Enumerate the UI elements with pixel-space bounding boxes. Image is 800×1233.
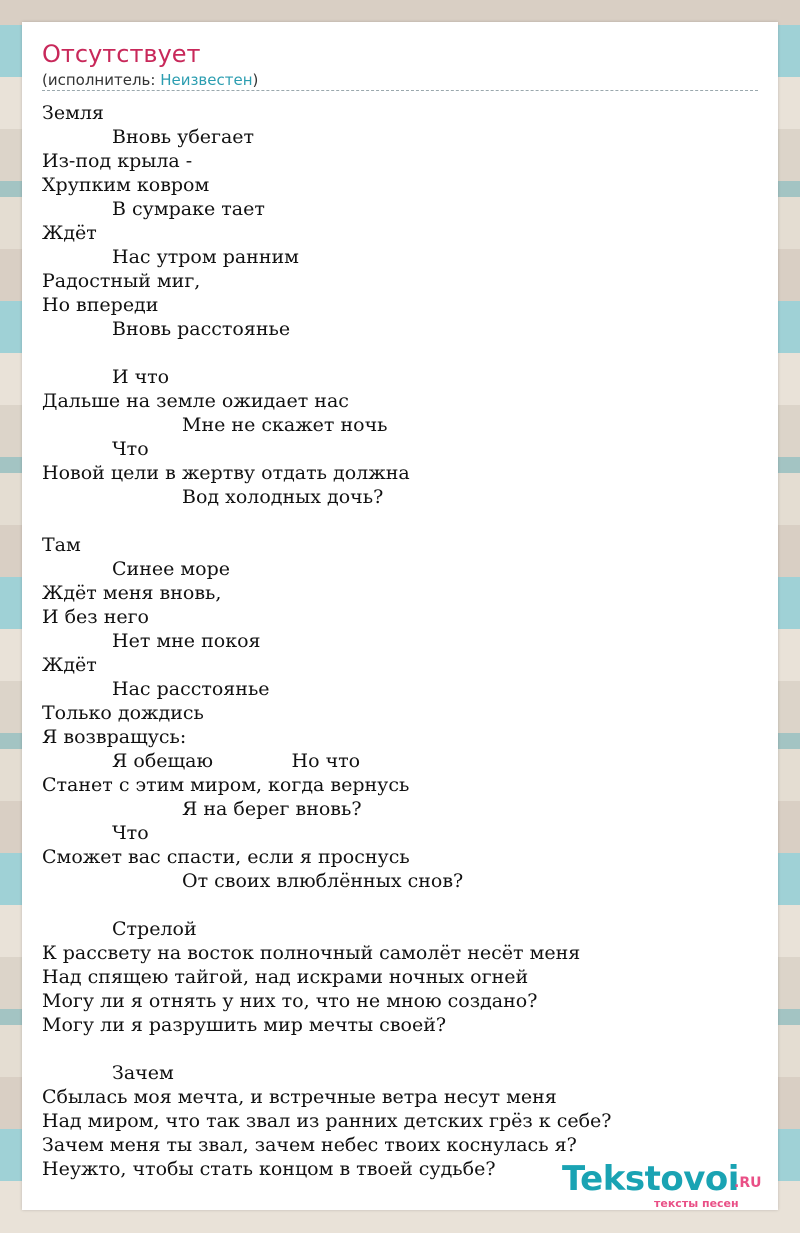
lyric-line: Я на берег вновь? bbox=[182, 798, 362, 820]
song-title: Отсутствует bbox=[42, 40, 201, 68]
lyric-line: Над спящею тайгой, над искрами ночных огней bbox=[42, 966, 529, 988]
lyric-line: Радостный миг, bbox=[42, 270, 201, 292]
lyric-line: И что bbox=[112, 366, 170, 388]
lyric-line: Там bbox=[42, 534, 81, 556]
lyric-line: Неужто, чтобы стать концом в твоей судьбе? bbox=[42, 1158, 496, 1180]
lyric-blank-line bbox=[42, 509, 611, 533]
lyric-line: Земля bbox=[42, 102, 104, 124]
lyric-line: Стрелой bbox=[112, 918, 197, 940]
lyric-line: Вновь расстоянье bbox=[112, 318, 291, 340]
lyric-line: Могу ли я отнять у них то, что не мною создано? bbox=[42, 990, 538, 1012]
lyric-line: Вновь убегает bbox=[112, 126, 255, 148]
lyric-line: Ждёт меня вновь, bbox=[42, 582, 222, 604]
lyric-blank-line bbox=[42, 1037, 611, 1061]
lyric-line: Станет с этим миром, когда вернусь bbox=[42, 774, 410, 796]
lyric-line: От своих влюблённых снов? bbox=[182, 870, 464, 892]
lyric-line: Сможет вас спасти, если я проснусь bbox=[42, 846, 410, 868]
lyric-line: Зачем меня ты звал, зачем небес твоих коснулась я? bbox=[42, 1134, 577, 1156]
artist-link[interactable]: Неизвестен bbox=[160, 71, 253, 89]
lyric-line: Я возвращусь: bbox=[42, 726, 187, 748]
lyrics-card bbox=[22, 22, 778, 1210]
logo-domain: .RU bbox=[734, 1175, 762, 1191]
lyric-line: Дальше на земле ожидает нас bbox=[42, 390, 349, 412]
lyric-blank-line bbox=[42, 893, 611, 917]
lyric-line: Синее море bbox=[112, 558, 231, 580]
lyric-line: К рассвету на восток полночный самолёт несёт меня bbox=[42, 942, 581, 964]
lyric-line: Что bbox=[112, 438, 149, 460]
lyric-line: Новой цели в жертву отдать должна bbox=[42, 462, 410, 484]
lyric-blank-line bbox=[42, 341, 611, 365]
lyric-line: Я обещаю Но что bbox=[112, 750, 361, 772]
lyric-line: Нет мне покоя bbox=[112, 630, 261, 652]
performer-prefix: (исполнитель: bbox=[42, 71, 161, 89]
site-logo[interactable] bbox=[562, 1159, 772, 1210]
lyric-line: Могу ли я разрушить мир мечты своей? bbox=[42, 1014, 447, 1036]
lyric-line: Только дождись bbox=[42, 702, 204, 724]
lyric-line: Вод холодных дочь? bbox=[182, 486, 384, 508]
lyric-line: Из-под крыла - bbox=[42, 150, 193, 172]
lyric-line: В сумраке тает bbox=[112, 198, 265, 220]
lyric-line: Нас утром ранним bbox=[112, 246, 299, 268]
performer-line bbox=[42, 71, 258, 89]
title-divider bbox=[42, 90, 758, 91]
performer-suffix: ) bbox=[252, 71, 259, 89]
lyric-line: Но впереди bbox=[42, 294, 159, 316]
lyric-line: Сбылась моя мечта, и встречные ветра несут меня bbox=[42, 1086, 557, 1108]
lyric-line: Над миром, что так звал из ранних детских грёз к себе? bbox=[42, 1110, 612, 1132]
lyric-line: Ждёт bbox=[42, 654, 97, 676]
lyric-line: Что bbox=[112, 822, 149, 844]
logo-wordmark: Tekstovoi bbox=[562, 1159, 739, 1199]
lyric-line: Ждёт bbox=[42, 222, 97, 244]
lyric-line: Нас расстоянье bbox=[112, 678, 270, 700]
lyric-line: Мне не скажет ночь bbox=[182, 414, 388, 436]
lyrics-text bbox=[42, 101, 611, 1181]
logo-subtitle: тексты песен bbox=[654, 1197, 739, 1210]
lyric-line: Хрупким ковром bbox=[42, 174, 210, 196]
lyric-line: Зачем bbox=[112, 1062, 174, 1084]
lyric-line: И без него bbox=[42, 606, 149, 628]
